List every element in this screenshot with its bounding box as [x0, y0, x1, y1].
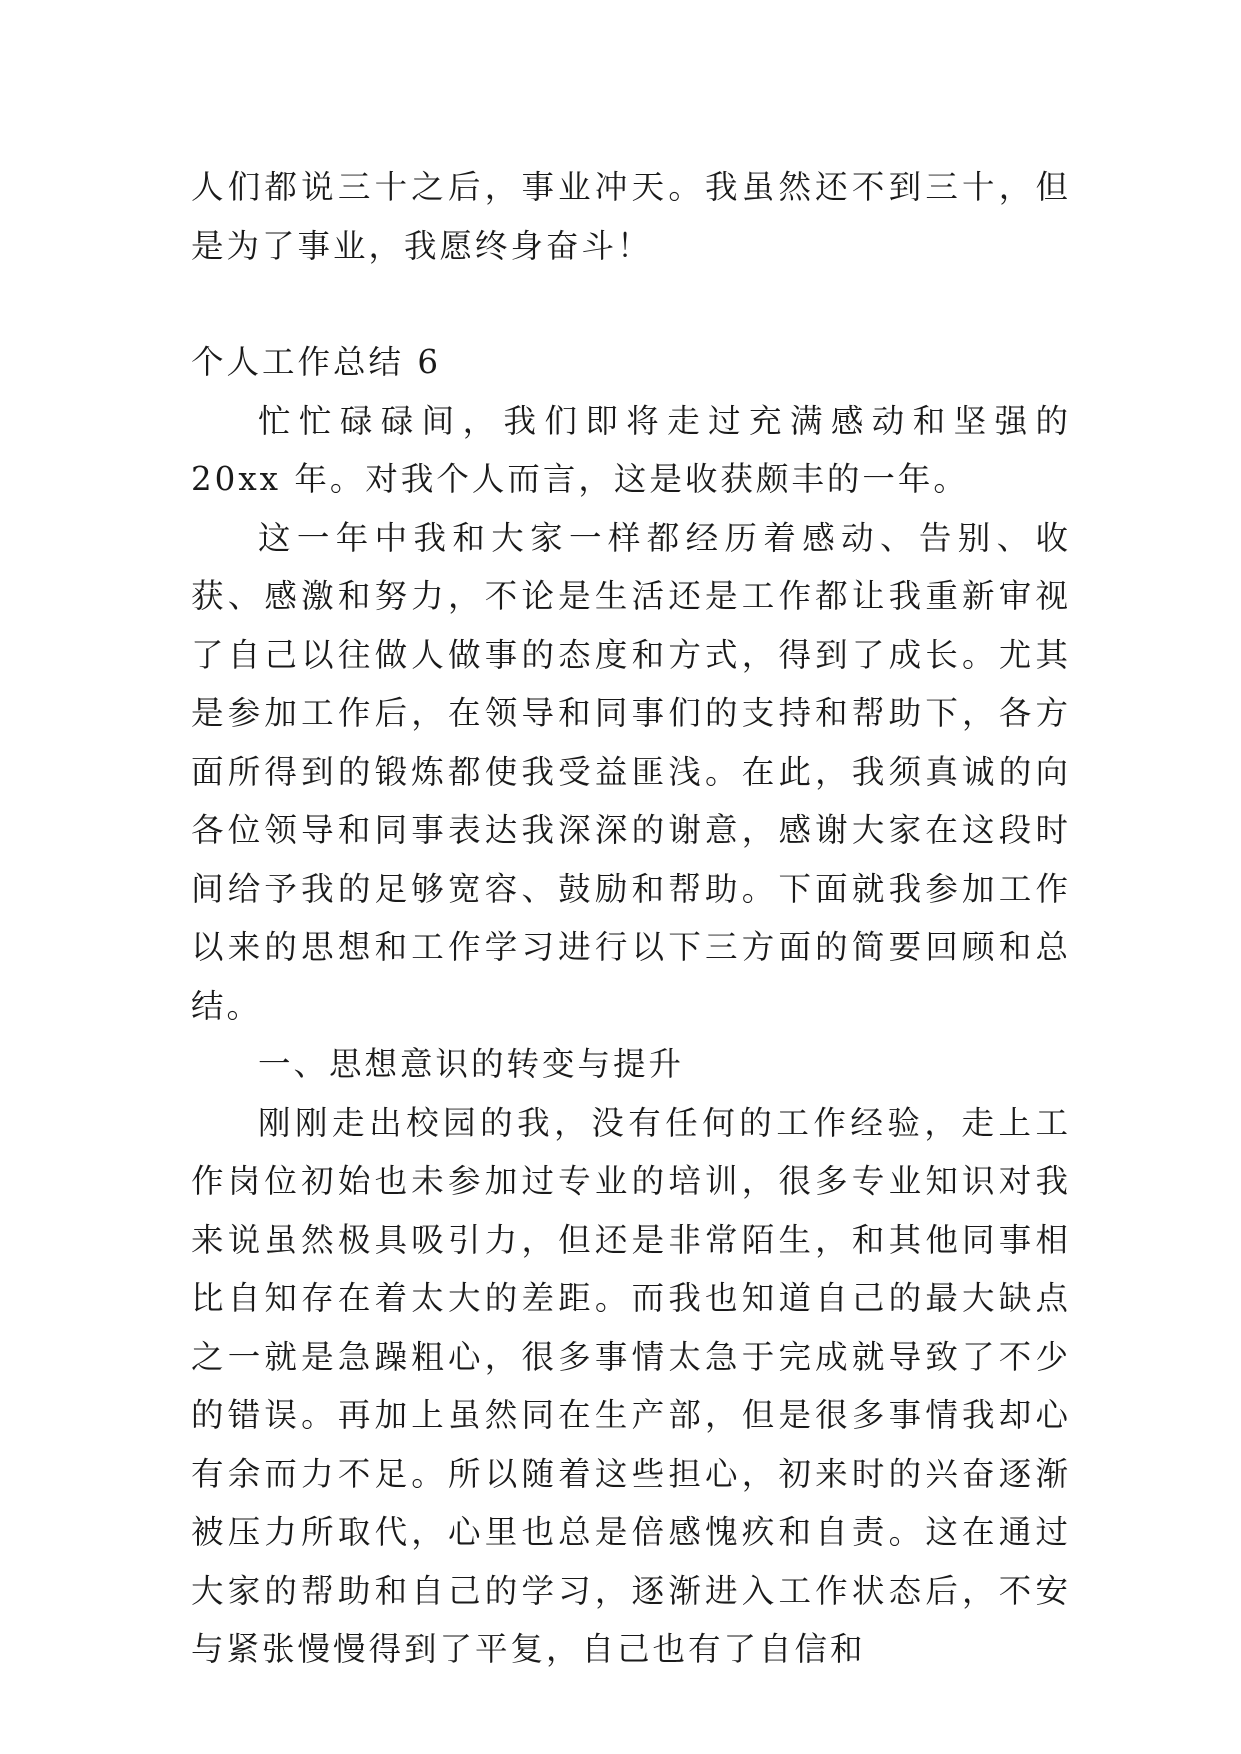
- paragraph-spacer: [191, 275, 1071, 333]
- document-body: [191, 158, 1071, 1679]
- section-title: 个人工作总结 6: [191, 343, 442, 381]
- body-paragraph: 这一年中我和大家一样都经历着感动、告别、收获、感激和努力，不论是生活还是工作都让我重新审视了自己以往做人做事的态度和方式，得到了成长。尤其是参加工作后，在领导和同事们的支持和帮助下，各方面所得到的锻炼都使我受益匪浅。在此，我须真诚的向各位领导和同事表达我深深的谢意，感谢大家在这段时间给予我的足够宽容、鼓励和帮助。下面就我参加工作以来的思想和工作学习进行以下三方面的简要回顾和总结。: [191, 518, 1071, 1025]
- body-paragraph: 刚刚走出校园的我，没有任何的工作经验，走上工作岗位初始也未参加过专业的培训，很多专业知识对我来说虽然极具吸引力，但还是非常陌生，和其他同事相比自知存在着太大的差距。而我也知道自己的最大缺点之一就是急躁粗心，很多事情太急于完成就导致了不少的错误。再加上虽然同在生产部，但是很多事情我却心有余而力不足。所以随着这些担心，初来时的兴奋逐渐被压力所取代，心里也总是倍感愧疚和自责。这在通过大家的帮助和自己的学习，逐渐进入工作状态后，不安与紧张慢慢得到了平复，自己也有了自信和: [191, 1103, 1071, 1668]
- subsection-heading: 一、思想意识的转变与提升: [258, 1045, 685, 1083]
- intro-paragraph: 人们都说三十之后，事业冲天。我虽然还不到三十，但是为了事业，我愿终身奋斗！: [191, 168, 1071, 265]
- body-paragraph: 忙忙碌碌间，我们即将走过充满感动和坚强的 20xx 年。对我个人而言，这是收获颇丰的一年。: [191, 401, 1071, 498]
